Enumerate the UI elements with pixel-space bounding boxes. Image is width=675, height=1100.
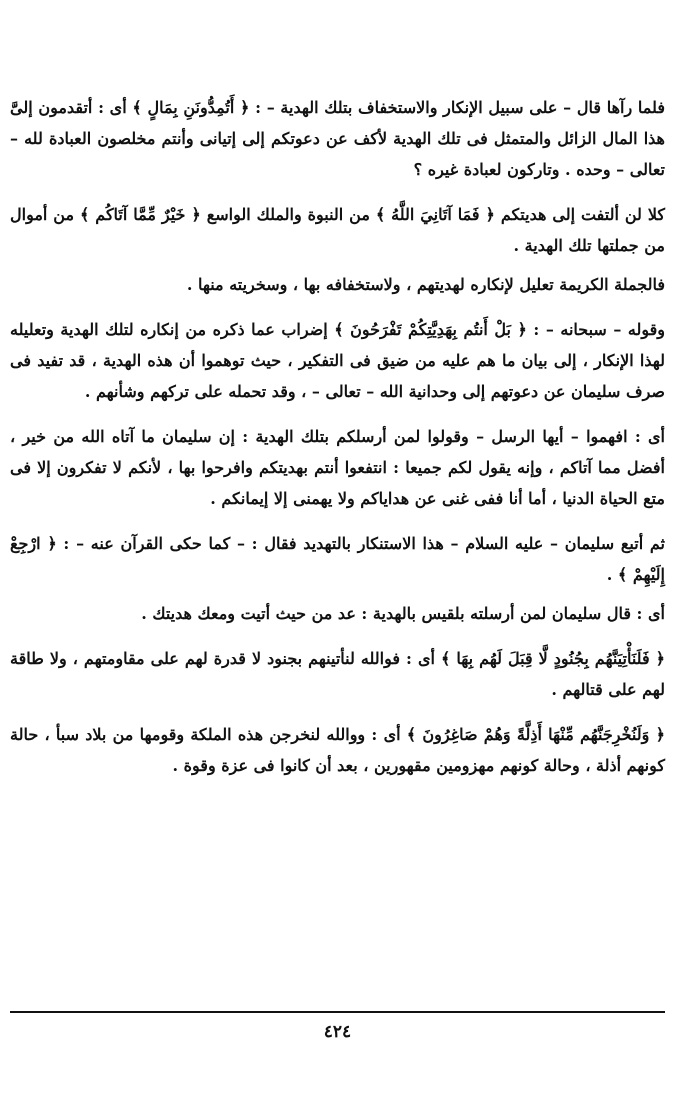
page-number: ٤٢٤ xyxy=(323,1022,352,1042)
paragraph-5: أى : افهموا – أيها الرسل – وقولوا لمن أرسلكم بتلك الهدية : إن سليمان ما آتاه الله من خير ، أفضل مما آتاكم ، وإنه يقول لكم جميعا : انتفعوا أنتم بهديتكم وافرحوا بها ، لأنكم لا تفكرون إلا فى متع الحياة الدنيا ، أما أنا ففى غنى عن هداياكم ولا يهمنى إلا إيمانكم . xyxy=(10,427,665,508)
paragraph-6: ثم أتبع سليمان – عليه السلام – هذا الاستنكار بالتهديد فقال : – كما حكى القرآن عنه – : ﴿ ارْجِعْ إِلَيْهِمْ ﴾ . xyxy=(10,534,665,584)
paragraph-4: وقوله – سبحانه – : ﴿ بَلْ أَنتُم بِهَدِيَّتِكُمْ تَفْرَحُونَ ﴾ إضراب عما ذكره من إنكاره لتلك الهدية وتعليله لهذا الإنكار ، إلى بيان ما هم عليه من ضيق فى التفكير ، حيث توهموا أن هذه الهدية ، قد تفيد فى صرف سليمان عن دعوتهم إلى وحدانية الله – تعالى – ، وقد تحمله على تركهم وشأنهم . xyxy=(10,320,666,401)
paragraph-9: ﴿ وَلَنُخْرِجَنَّهُم مِّنْهَا أَذِلَّةً وَهُمْ صَاغِرُونَ ﴾ أى : ووالله لنخرجن هذه الملكة وقومها من بلاد سبأ ، حالة كونهم أذلة ، وحالة كونهم مهزومين مقهورين ، بعد أن كانوا فى عزة وقوة . xyxy=(10,725,665,775)
paragraph-3: فالجملة الكريمة تعليل لإنكاره لهديتهم ، ولاستخفافه بها ، وسخريته منها . xyxy=(186,275,665,294)
paragraph-1: فلما رآها قال – على سبيل الإنكار والاستخفاف بتلك الهدية – : ﴿ أَتُمِدُّونَنِ بِمَالٍ ﴾ أى : أتقدمون إلىَّ هذا المال الزائل والمتمثل فى تلك الهدية لأكف عن دعوتكم إلى إتيانى وأنتم مخلصون العبادة لله – تعالى – وحده . وتاركون لعبادة غيره ؟ xyxy=(10,98,666,179)
footer-divider xyxy=(10,1011,665,1013)
paragraph-7: أى : قال سليمان لمن أرسلته بلقيس بالهدية : عد من حيث أتيت ومعك هديتك . xyxy=(141,604,665,623)
body-text xyxy=(10,92,665,789)
paragraph-8: ﴿ فَلَنَأْتِيَنَّهُم بِجُنُودٍ لَّا قِبَلَ لَهُم بِهَا ﴾ أى : فوالله لنأتينهم بجنود لا قدرة لهم على مقاومتهم ، ولا طاقة لهم على قتالهم . xyxy=(10,649,665,699)
paragraph-2: كلا لن ألتفت إلى هديتكم ﴿ فَمَا آتَانِيَ اللَّهُ ﴾ من النبوة والملك الواسع ﴿ خَيْرٌ مِّمَّا آتَاكُم ﴾ من أموال من جملتها تلك الهدية . xyxy=(10,205,665,255)
